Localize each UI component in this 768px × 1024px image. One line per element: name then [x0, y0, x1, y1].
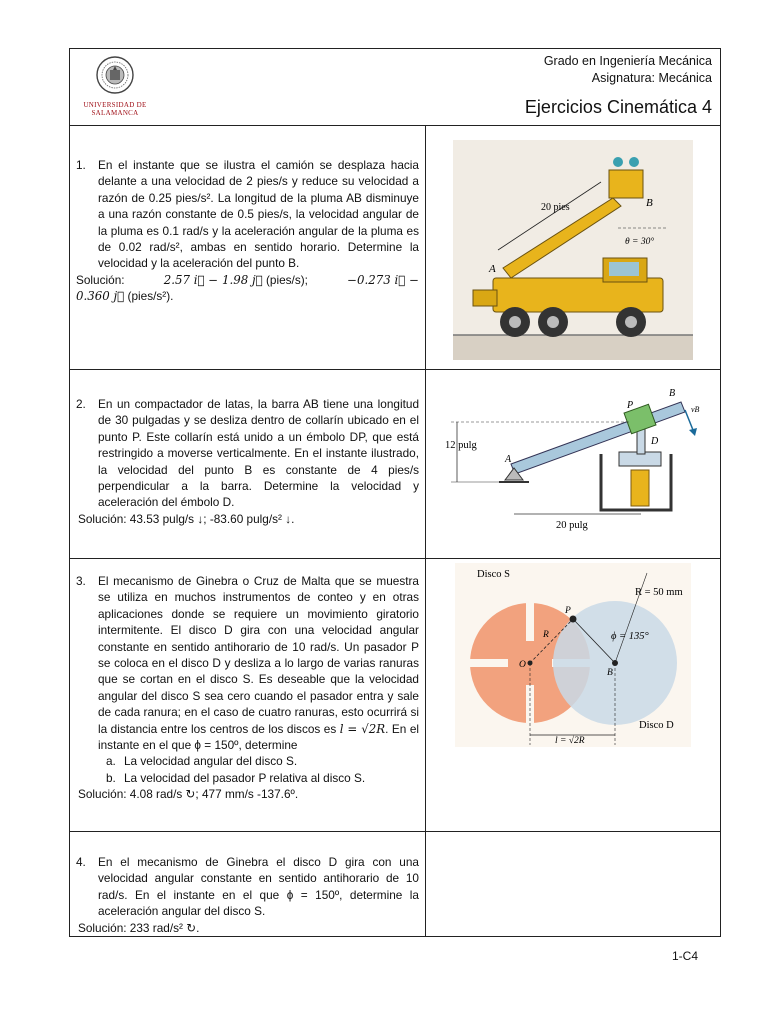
problem-2-figure [426, 370, 720, 558]
problem-4-solution: Solución: 233 rad/s² ↻. [78, 920, 200, 935]
velocity-label: vB [691, 405, 700, 414]
problem-number: 2. [76, 397, 86, 411]
problem-row-3 [70, 558, 720, 831]
problem-1-text-cell: 1. En el instante que se ilustra el camión se desplaza hacia delante a una velocidad de 2 pies/s y reduce su velocidad a razón de 0.25 pies/s². La longitud de la pluma AB disminuye a una razón constante de 0.5 pies/s, la velocidad angular de la pluma es 0.1 rad/s y la aceleración angular de la pluma es de 0.02 rad/s², ambas en sentido horario. Determine la velocidad y la aceleración del punto B. Solución: 2.57 i⃗ − 1.98 j⃗ (pies/s); −0.273 i⃗ − 0.360 j⃗ (pies/s²). [70, 126, 426, 369]
problem-statement: En el instante que se ilustra el camión se desplaza hacia delante a una velocidad de 2 pies/s y reduce su velocidad a razón de 0.25 pies/s². La longitud de la pluma AB disminuye a una razón constante de 0.5 pies/s, la velocidad angular de la pluma es 0.1 rad/s y la aceleración angular de la pluma es de 0.02 rad/s², ambas en sentido horario. Determine la velocidad y la aceleración del punto B. [98, 158, 419, 271]
problem-3-text-cell: 3. El mecanismo de Ginebra o Cruz de Malta que se muestra se utiliza en muchos instrumentos de conteo y en otras aplicaciones donde se requiere un movimiento giratorio intermitente. El disco D gira con una velocidad angular constante en sentido antihorario de 10 rad/s. Un pasador P se coloca en el disco D y desliza a lo largo de varias ranuras que se cortan en el disco S. Es deseable que la velocidad angular del disco S sea cero cuando el pasador entra y sale de cada ranura; en el caso de cuatro ranuras, esto ocurrirá si la distancia entre los centros de los discos es l = √2R. En el instante en el que ϕ = 150º, determine a. La velocidad angular del disco S. b. La velocidad del pasador P relativa al disco S. Solución: 4.08 rad/s ↻; 477 mm/s -137.6º. [70, 559, 426, 831]
problem-number: 3. [76, 574, 86, 588]
crest-icon [95, 55, 135, 95]
problem-statement: El mecanismo de Ginebra o Cruz de Malta que se muestra se utiliza en muchos instrumentos de conteo y en otras aplicaciones donde se requiere un movimiento giratorio intermitente. El disco D gira con una velocidad angular constante en sentido antihorario de 10 rad/s. Un pasador P se coloca en el disco D y desliza a lo largo de varias ranuras que se cortan en el disco S. Es deseable que la velocidad angular del disco S sea cero cuando el pasador entra y sale de cada ranura; en el caso de cuatro ranuras, esto ocurrirá si la distancia entre los centros de los discos es [98, 574, 419, 736]
point-o-label: O [519, 660, 526, 670]
page-title: Ejercicios Cinemática 4 [524, 97, 712, 117]
radius-label: R = 50 mm [635, 587, 683, 598]
problem-number: 4. [76, 855, 86, 869]
subject-label: Asignatura: Mecánica [591, 71, 712, 85]
problem-4-figure-cell [426, 832, 720, 936]
problem-1-solution: Solución: 2.57 i⃗ − 1.98 j⃗ (pies/s); −0.273 i⃗ − [76, 272, 419, 287]
problem-row-4 [70, 831, 720, 936]
problem-row-1 [70, 125, 720, 369]
point-b-label: B [607, 668, 613, 678]
degree-label: Grado en Ingeniería Mecánica [543, 54, 712, 68]
point-d-label: D [651, 436, 659, 447]
problem-number: 1. [76, 158, 86, 172]
university-logo [80, 55, 150, 117]
problem-statement: En un compactador de latas, la barra AB tiene una longitud de 30 pulgadas y se desliza dentro de collarín ubicado en el punto P. Este collarín está unido a un émbolo DP, que está restringido a moverse verticalmente. En el instante ilustrado, la velocidad del punto B es constante de 4 pies/s perpendicular a la barra. Determine la velocidad y aceleración del émbolo D. [98, 397, 419, 510]
point-b-label: B [646, 197, 653, 209]
disk-s-label: Disco S [477, 569, 510, 580]
problem-row-2 [70, 369, 720, 558]
angle-label: ϕ = 135° [611, 631, 649, 642]
problem-3-figure [426, 559, 720, 831]
point-p-label: P [565, 606, 571, 616]
point-a-label: A [505, 454, 512, 465]
header-info [525, 53, 712, 118]
distance-label: l = √2R [555, 736, 585, 746]
problem-3-item-b: b. La velocidad del pasador P relativa al disco S. [106, 770, 366, 785]
university-name: UNIVERSIDAD DE SALAMANCA [83, 101, 147, 117]
boom-length-label: 20 pies [541, 202, 570, 213]
width-label: 20 pulg [556, 520, 588, 531]
point-a-label: A [489, 263, 496, 275]
exercise-sheet [69, 48, 721, 937]
crane-truck-figure [453, 140, 693, 360]
disk-d-label: Disco D [639, 720, 674, 731]
page-number: 1-C4 [672, 949, 699, 963]
angle-label: θ = 30° [625, 237, 655, 247]
r-label: R [543, 630, 549, 640]
can-compactor-figure [441, 382, 705, 537]
geneva-mechanism-figure [455, 563, 691, 747]
problem-1-figure [426, 126, 720, 369]
problem-4-text-cell [70, 832, 426, 936]
problem-2-text-cell [70, 370, 426, 558]
problem-3-solution: Solución: 4.08 rad/s ↻; 477 mm/s -137.6º. [78, 787, 299, 802]
distance-formula: l = √2R [339, 721, 386, 736]
point-p-label: P [627, 400, 634, 411]
height-label: 12 pulg [445, 440, 477, 451]
problem-2-solution: Solución: 43.53 pulg/s ↓; -83.60 pulg/s² ↓. [78, 511, 295, 526]
problem-statement: En el mecanismo de Ginebra el disco D gira con una velocidad angular constante en sentido antihorario de 10 rad/s. En el instante en el que ϕ = 150º, determine la aceleración angular del disco S. [98, 855, 419, 919]
point-b-label: B [669, 388, 676, 399]
problem-3-item-a: a. La velocidad angular del disco S. [106, 754, 298, 769]
header-row [70, 49, 720, 125]
